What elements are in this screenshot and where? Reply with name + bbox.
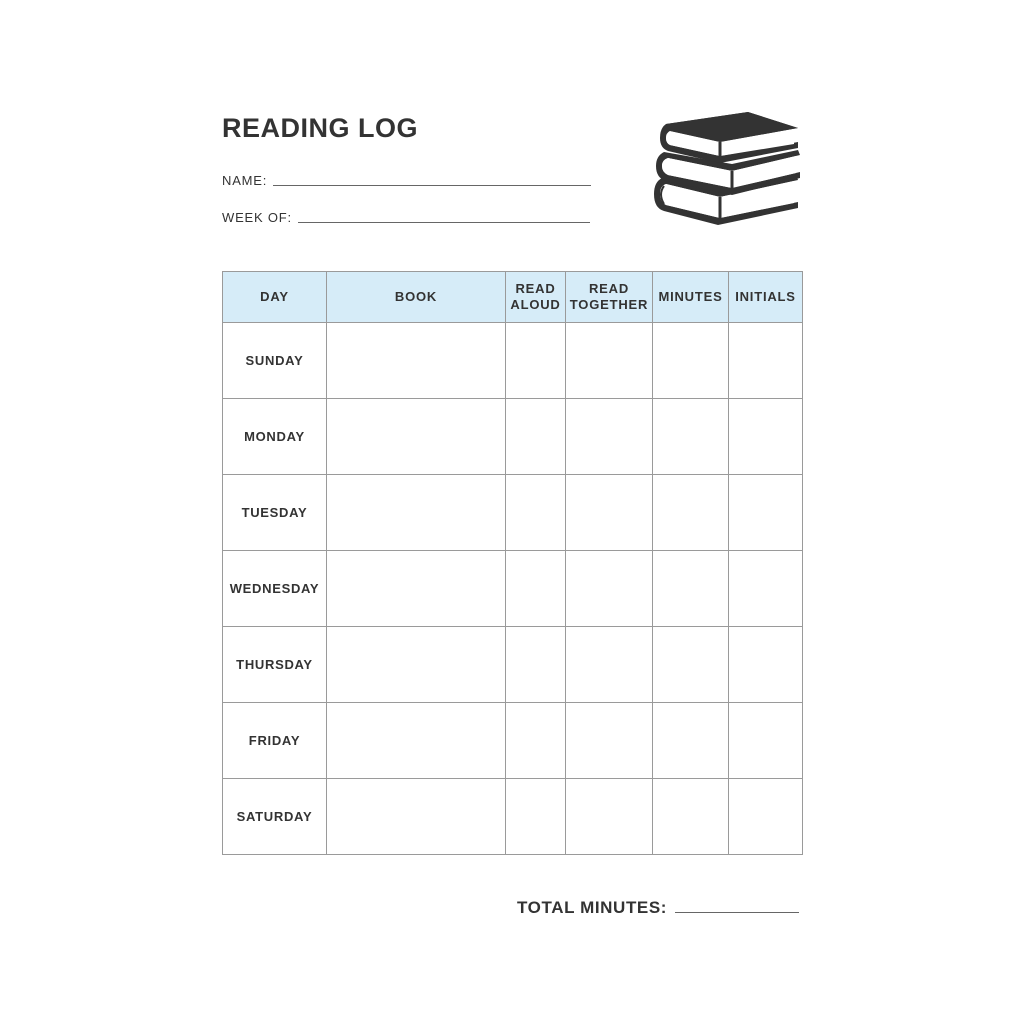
header-read-together: READ TOGETHER xyxy=(566,272,653,323)
week-of-field[interactable] xyxy=(222,209,590,225)
read-aloud-cell[interactable] xyxy=(506,475,566,551)
day-label: FRIDAY xyxy=(223,703,327,779)
total-minutes-label: TOTAL MINUTES: xyxy=(517,898,668,917)
stack-of-books-icon xyxy=(650,108,804,230)
day-label: SUNDAY xyxy=(223,323,327,399)
read-aloud-cell[interactable] xyxy=(506,399,566,475)
table-row xyxy=(223,779,803,855)
day-label: TUESDAY xyxy=(223,475,327,551)
header-book: BOOK xyxy=(327,272,506,323)
book-cell[interactable] xyxy=(327,551,506,627)
minutes-cell[interactable] xyxy=(653,703,729,779)
book-cell[interactable] xyxy=(327,399,506,475)
minutes-cell[interactable] xyxy=(653,475,729,551)
read-aloud-cell[interactable] xyxy=(506,627,566,703)
name-line[interactable] xyxy=(273,185,591,186)
name-label: NAME: xyxy=(222,173,268,188)
initials-cell[interactable] xyxy=(729,779,803,855)
table-row xyxy=(223,399,803,475)
minutes-cell[interactable] xyxy=(653,551,729,627)
read-together-cell[interactable] xyxy=(566,703,653,779)
header-initials: INITIALS xyxy=(729,272,803,323)
name-field[interactable] xyxy=(222,172,591,188)
day-label: THURSDAY xyxy=(223,627,327,703)
day-label: SATURDAY xyxy=(223,779,327,855)
day-label: MONDAY xyxy=(223,399,327,475)
reading-log-table xyxy=(222,271,803,855)
book-cell[interactable] xyxy=(327,703,506,779)
read-together-cell[interactable] xyxy=(566,399,653,475)
read-aloud-cell[interactable] xyxy=(506,779,566,855)
read-together-cell[interactable] xyxy=(566,475,653,551)
table-row xyxy=(223,703,803,779)
read-together-cell[interactable] xyxy=(566,551,653,627)
table-row xyxy=(223,551,803,627)
table-row xyxy=(223,323,803,399)
initials-cell[interactable] xyxy=(729,323,803,399)
minutes-cell[interactable] xyxy=(653,399,729,475)
header-read-aloud: READ ALOUD xyxy=(506,272,566,323)
initials-cell[interactable] xyxy=(729,703,803,779)
read-aloud-cell[interactable] xyxy=(506,551,566,627)
page-title: READING LOG xyxy=(222,113,419,143)
week-of-line[interactable] xyxy=(298,222,590,223)
read-together-cell[interactable] xyxy=(566,323,653,399)
read-aloud-cell[interactable] xyxy=(506,703,566,779)
book-cell[interactable] xyxy=(327,475,506,551)
initials-cell[interactable] xyxy=(729,551,803,627)
minutes-cell[interactable] xyxy=(653,627,729,703)
read-aloud-cell[interactable] xyxy=(506,323,566,399)
initials-cell[interactable] xyxy=(729,627,803,703)
table-row xyxy=(223,475,803,551)
header-minutes: MINUTES xyxy=(653,272,729,323)
day-label: WEDNESDAY xyxy=(223,551,327,627)
minutes-cell[interactable] xyxy=(653,323,729,399)
book-cell[interactable] xyxy=(327,323,506,399)
minutes-cell[interactable] xyxy=(653,779,729,855)
read-together-cell[interactable] xyxy=(566,779,653,855)
book-cell[interactable] xyxy=(327,627,506,703)
read-together-cell[interactable] xyxy=(566,627,653,703)
total-minutes-line[interactable] xyxy=(675,912,799,913)
week-of-label: WEEK OF: xyxy=(222,210,292,225)
total-minutes-field[interactable] xyxy=(517,896,799,918)
table-row xyxy=(223,627,803,703)
header-day: DAY xyxy=(223,272,327,323)
initials-cell[interactable] xyxy=(729,399,803,475)
table-header-row xyxy=(223,272,803,323)
book-cell[interactable] xyxy=(327,779,506,855)
initials-cell[interactable] xyxy=(729,475,803,551)
